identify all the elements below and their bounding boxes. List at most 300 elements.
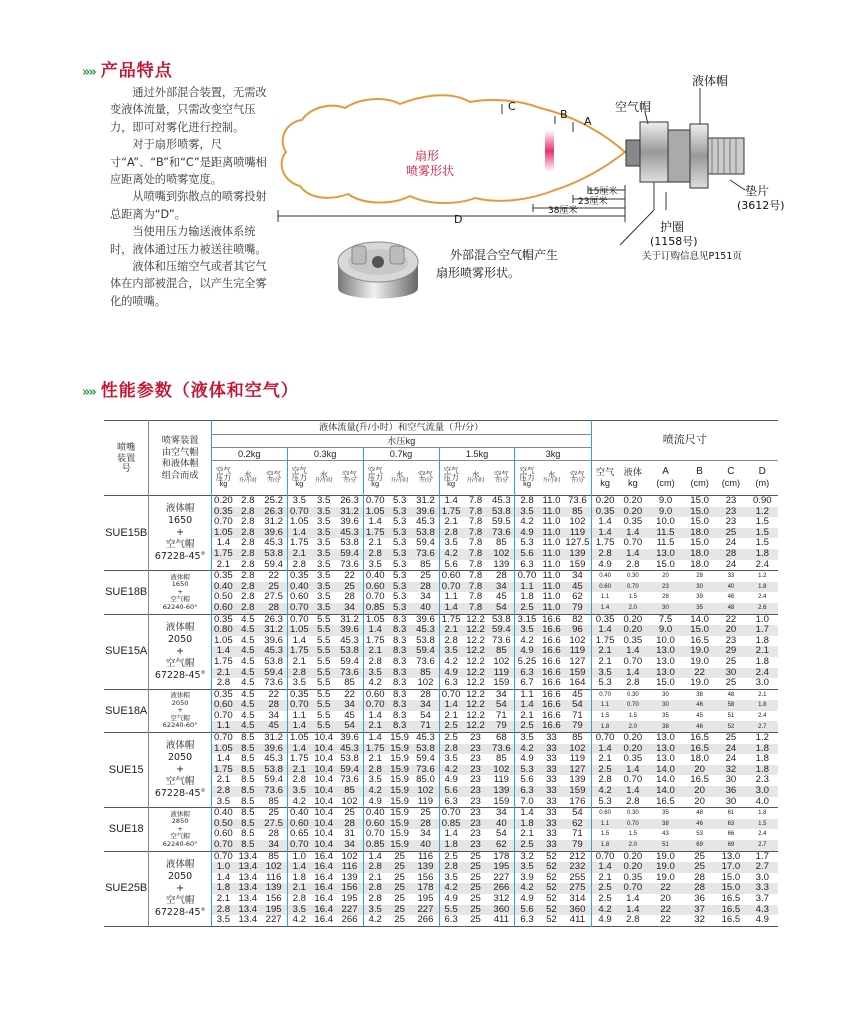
table-cell: 1.0	[755, 613, 769, 625]
distance-38cm: 38厘米	[548, 206, 578, 216]
table-cell: 1.8	[515, 819, 539, 830]
table-cell: 2.8	[211, 786, 235, 797]
table-cell: 13.0	[656, 732, 675, 744]
table-cell: 5.3	[387, 549, 413, 560]
table-cell: 1.4	[439, 700, 463, 711]
sub-header: 水 升/小时	[463, 461, 489, 496]
table-cell: 2.8	[626, 914, 640, 926]
table-cell: 5.6	[439, 560, 463, 571]
table-cell: 2.4	[758, 831, 767, 838]
table-cell: 0.70	[211, 851, 235, 862]
table-cell: 1.2	[747, 507, 778, 518]
table-cell: 4.9	[515, 646, 539, 657]
table-cell: 8.3	[392, 634, 407, 646]
table-cell: 16.6	[542, 688, 561, 700]
table-cell: 116	[417, 850, 434, 862]
table-cell: 38	[647, 721, 684, 732]
table-cell: 39.6	[337, 625, 364, 636]
label-d: D	[454, 213, 463, 226]
table-cell: 0.70	[623, 655, 643, 667]
table-cell: 3.5	[287, 786, 311, 797]
table-cell: 16.5	[715, 905, 746, 916]
table-cell: 34	[337, 840, 364, 851]
table-cell: 25	[387, 905, 413, 916]
table-cell: 0.35	[287, 689, 311, 700]
table-cell: 164	[564, 678, 591, 689]
table-row	[104, 689, 778, 700]
sub-header: 空气 压力 kg	[439, 461, 463, 496]
table-cell: 13.0	[647, 668, 684, 679]
table-cell: 119	[488, 668, 515, 679]
table-cell: 1.75	[211, 657, 235, 668]
table-cell: 2.1	[211, 560, 235, 571]
table-cell: 4.5	[241, 688, 255, 700]
table-cell: 28	[412, 582, 439, 593]
table-cell: 0.30	[626, 691, 639, 698]
table-cell: 139	[488, 786, 515, 797]
table-cell: 25	[470, 850, 481, 862]
table-cell: 1.4	[591, 603, 619, 614]
table-cell: 2.8	[211, 678, 235, 689]
table-cell: 33	[539, 744, 565, 755]
table-cell: 22	[684, 668, 715, 679]
table-cell: 12.2	[466, 613, 485, 625]
table-cell: 5.6	[439, 786, 463, 797]
table-cell: 6.3	[515, 668, 539, 679]
table-cell: 85	[268, 850, 279, 862]
table-cell: 3.0	[755, 677, 769, 689]
table-cell: 32	[694, 914, 705, 926]
table-cell: 2.1	[363, 721, 387, 732]
table-cell: 1.75	[287, 538, 311, 549]
table-cell: 53.8	[261, 549, 288, 560]
table-cell: 156	[337, 883, 364, 894]
table-cell: 7.8	[463, 507, 489, 518]
table-cell: 4.0	[755, 795, 769, 807]
table-cell: 2.5	[515, 721, 539, 732]
table-cell: 5.5	[311, 625, 337, 636]
table-cell: 53.8	[261, 765, 288, 776]
table-cell: 6.3	[439, 678, 463, 689]
table-cell: 15.9	[390, 795, 409, 807]
sub-header: 空气 升/分	[564, 461, 591, 496]
table-cell: 0.85	[363, 603, 387, 614]
intro-paragraph: 对于扇形喷雾，尺寸“A”、“B”和“C”是距离喷嘴相应距离处的喷雾宽度。	[110, 138, 267, 187]
table-cell: 8.5	[241, 807, 255, 819]
table-cell: 20	[715, 625, 746, 636]
table-cell: 4.9	[439, 894, 463, 905]
label-c: C	[508, 100, 516, 113]
table-cell: 16.4	[311, 905, 337, 916]
table-cell: 5.5	[311, 668, 337, 679]
table-cell: 73.6	[488, 528, 515, 539]
sub-header-dim: B (cm)	[684, 461, 715, 496]
table-cell: 2.1	[439, 625, 463, 636]
table-cell: 0.70	[439, 582, 463, 593]
table-cell: 5.3	[387, 582, 413, 593]
table-cell: 59.4	[264, 774, 283, 786]
table-cell: 30	[715, 668, 746, 679]
table-cell: 4.5	[235, 700, 261, 711]
table-cell: 1.4	[619, 905, 647, 916]
table-cell: 15.9	[387, 765, 413, 776]
table-cell: 5.25	[515, 657, 539, 668]
table-cell: 0.70	[287, 700, 311, 711]
table-cell: 1.8	[755, 634, 769, 646]
table-cell: 45	[344, 709, 355, 721]
table-cell: 116	[337, 862, 364, 873]
table-cell: 11.5	[656, 537, 675, 549]
table-cell: 73.6	[488, 744, 515, 755]
table-cell: 34	[420, 591, 431, 603]
table-cell: 13.4	[238, 892, 258, 904]
table-cell: 314	[564, 894, 591, 905]
table-cell: 2.5	[515, 840, 539, 851]
table-cell: 59.4	[488, 625, 515, 636]
table-cell: 10.4	[314, 732, 334, 744]
table-cell: 102	[493, 655, 510, 667]
table-cell: 71	[564, 829, 591, 840]
table-cell: 159	[493, 677, 510, 689]
table-cell: 23	[470, 732, 481, 744]
table-cell: 102	[261, 862, 288, 873]
table-cell: 1.8	[211, 883, 235, 894]
table-cell: 5.5	[317, 688, 331, 700]
nozzle-model: SUE25B	[104, 851, 149, 926]
table-cell: 8.5	[235, 840, 261, 851]
table-cell: 10.4	[311, 786, 337, 797]
sub-header: 空气 压力 kg	[211, 461, 235, 496]
table-cell: 0.70	[623, 537, 643, 549]
table-cell: 16.6	[542, 634, 561, 646]
table-cell: 3.5	[287, 678, 311, 689]
intro-text	[110, 84, 268, 310]
table-cell: 12.2	[463, 700, 489, 711]
table-cell: 16.5	[721, 892, 741, 904]
table-cell: 5.5	[317, 709, 331, 721]
table-cell: 0.35	[211, 614, 235, 625]
table-cell: 16.4	[311, 862, 337, 873]
table-cell: 15.9	[387, 744, 413, 755]
table-cell: 4.9	[439, 668, 463, 679]
table-cell: 2.8	[211, 905, 235, 916]
table-cell: 11.0	[542, 516, 561, 528]
table-cell: 0.30	[626, 810, 639, 817]
table-cell: 119	[564, 754, 591, 765]
table-cell: 0.70	[211, 733, 235, 744]
table-cell: 52	[539, 905, 565, 916]
table-cell: 59.4	[340, 655, 359, 667]
setup-combo: 液体帽 2050 + 空气帽 67228-45°	[154, 858, 206, 918]
table-cell: 178	[493, 850, 510, 862]
table-cell: 25	[684, 862, 715, 873]
table-cell: 139	[412, 862, 439, 873]
table-cell: 15.9	[387, 840, 413, 851]
table-cell: 2.7	[747, 862, 778, 873]
table-cell: 5.5	[317, 655, 331, 667]
table-cell: 0.60	[287, 819, 311, 830]
table-cell: 16.6	[542, 709, 561, 721]
table-cell: 312	[493, 892, 510, 904]
table-cell: 73.6	[261, 786, 288, 797]
table-cell: 25	[261, 582, 288, 593]
table-cell: 3.5	[311, 528, 337, 539]
table-cell: 0.35	[287, 571, 311, 582]
table-cell: 1.4	[363, 733, 387, 744]
table-cell: 35	[662, 712, 669, 719]
distance-23cm: 23厘米	[578, 197, 608, 207]
table-cell: 25	[694, 850, 705, 862]
table-cell: 13.0	[647, 646, 684, 657]
table-cell: 1.4	[287, 862, 311, 873]
table-cell: 5.5	[439, 905, 463, 916]
table-cell: 1.4	[591, 625, 619, 636]
table-cell: 13.4	[238, 871, 258, 883]
table-cell: 12.2	[463, 668, 489, 679]
table-cell: 0.30	[626, 573, 639, 580]
table-cell: 119	[493, 774, 510, 786]
table-cell: 39.6	[340, 732, 359, 744]
table-cell: 28	[696, 573, 703, 580]
table-cell: 3.0	[755, 871, 769, 883]
table-cell: 2.1	[363, 538, 387, 549]
table-cell: 0.40	[287, 582, 311, 593]
table-cell: 5.6	[515, 549, 539, 560]
table-cell: 2.4	[758, 712, 767, 719]
table-cell: 10.4	[314, 774, 334, 786]
table-cell: 3.5	[317, 558, 331, 570]
table-cell: 1.05	[211, 636, 235, 647]
table-cell: 25	[268, 807, 279, 819]
table-cell: 73.6	[337, 668, 364, 679]
table-cell: 1.4	[626, 892, 640, 904]
table-cell: 85.0	[416, 774, 435, 786]
table-cell: 7.8	[468, 537, 483, 549]
label-b: B	[560, 108, 568, 121]
table-cell: 3.5	[439, 538, 463, 549]
table-cell: 1.4	[598, 516, 612, 528]
table-cell: 9.0	[647, 507, 684, 518]
table-cell: 116	[266, 871, 282, 883]
table-cell: 39.6	[412, 507, 439, 518]
table-cell: 1.1	[287, 711, 311, 722]
table-cell: 0.70	[287, 507, 311, 518]
label-a: A	[584, 115, 592, 128]
table-cell: 23	[715, 507, 746, 518]
table-cell: 54	[496, 828, 507, 840]
table-cell: 3.5	[515, 507, 539, 518]
sub-header: 空气 升/分	[261, 461, 288, 496]
caption-line-2: 扇形喷雾形状。	[436, 266, 521, 280]
table-cell: 0.60	[591, 582, 619, 593]
pressure-header: 1.5kg	[439, 448, 515, 461]
table-cell: 0.35	[623, 516, 643, 528]
table-cell: 10.0	[656, 516, 675, 528]
table-cell: 0.85	[439, 819, 463, 830]
table-cell: 16.5	[690, 774, 709, 786]
table-cell: 8.5	[235, 819, 261, 830]
table-cell: 48	[715, 603, 746, 614]
table-cell: 0.70	[363, 700, 387, 711]
table-cell: 38	[647, 819, 684, 830]
table-cell: 2.5	[591, 765, 619, 776]
table-cell: 59.4	[416, 753, 435, 765]
table-cell: 53	[696, 831, 703, 838]
table-cell: 39.6	[340, 516, 359, 528]
table-cell: 0.35	[623, 753, 643, 765]
table-cell: 0.60	[363, 819, 387, 830]
table-cell: 4.2	[439, 549, 463, 560]
table-cell: 19.0	[684, 646, 715, 657]
table-cell: 39	[696, 594, 703, 601]
table-cell: 1.4	[287, 744, 311, 755]
table-cell: 28	[662, 594, 669, 601]
table-cell: 39.6	[261, 528, 288, 539]
sub-header-dim: C (cm)	[715, 461, 746, 496]
table-cell: 227	[412, 905, 439, 916]
table-cell: 0.35	[211, 571, 235, 582]
table-cell: 1.4	[515, 700, 539, 711]
table-cell: 2.5	[439, 721, 463, 732]
table-cell: 4.2	[439, 657, 463, 668]
table-cell: 25	[463, 883, 489, 894]
table-cell: 3.5	[211, 797, 235, 808]
table-cell: 5.3	[598, 795, 612, 807]
table-cell: 33	[539, 786, 565, 797]
table-cell: 159	[564, 668, 591, 679]
table-cell: 11.0	[542, 558, 561, 570]
table-cell: 51	[727, 712, 735, 719]
table-cell: 19.0	[647, 862, 684, 873]
header-flow: 液体流量(升/小时）和空气流量（升/分）	[211, 421, 591, 435]
table-cell: 1.4	[591, 528, 619, 539]
table-cell: 1.8	[747, 582, 778, 593]
performance-table	[104, 420, 778, 927]
table-cell: 1.4	[619, 528, 647, 539]
table-cell: 11.0	[542, 591, 561, 603]
table-cell: 16.5	[721, 914, 741, 926]
table-cell: 8.5	[241, 828, 255, 840]
table-cell: 12.2	[466, 634, 485, 646]
table-cell: 4.9	[515, 754, 539, 765]
table-cell: 4.2	[515, 636, 539, 647]
table-cell: 14.0	[647, 765, 684, 776]
table-cell: 15.9	[387, 786, 413, 797]
table-cell: 40	[715, 582, 746, 593]
table-cell: 0.70	[211, 840, 235, 851]
table-cell: 119	[564, 528, 591, 539]
table-cell: 28	[337, 819, 364, 830]
table-cell: 1.8	[755, 753, 769, 765]
table-cell: 4.9	[598, 558, 612, 570]
table-cell: 13.4	[238, 914, 258, 926]
table-cell: 0.35	[623, 634, 643, 646]
table-cell: 178	[412, 883, 439, 894]
table-cell: 1.75	[363, 744, 387, 755]
table-cell: 4.2	[363, 786, 387, 797]
table-cell: 5.3	[598, 677, 612, 689]
table-cell: 3.5	[591, 668, 619, 679]
table-cell: 4.2	[515, 883, 539, 894]
table-cell: 25	[387, 862, 413, 873]
spray-shape-label-1: 扇形	[415, 149, 440, 163]
sub-header: 水 升/小时	[235, 461, 261, 496]
table-cell: 8.5	[241, 774, 255, 786]
table-cell: 1.4	[287, 636, 311, 647]
table-cell: 1.1	[211, 721, 235, 732]
table-cell: 3.5	[317, 495, 331, 506]
table-cell: 28	[715, 549, 746, 560]
nozzle-model: SUE15	[104, 733, 149, 808]
table-cell: 1.8	[287, 873, 311, 884]
table-cell: 32	[715, 765, 746, 776]
table-cell: 0.60	[211, 829, 235, 840]
table-cell: 5.3	[392, 495, 407, 506]
table-cell: 2.8	[287, 775, 311, 786]
table-cell: 1.4	[515, 808, 539, 819]
table-cell: 0.20	[623, 495, 643, 506]
table-cell: 2.8	[515, 496, 539, 507]
gasket-label: 垫片	[745, 184, 770, 198]
table-cell: 53.8	[337, 646, 364, 657]
table-cell: 30	[647, 603, 684, 614]
section-title-performance: »» 性能参数（液体和空气）	[82, 381, 299, 401]
table-cell: 0.40	[211, 808, 235, 819]
table-cell: 25	[420, 807, 431, 819]
table-cell: 16.4	[314, 892, 334, 904]
setup-combo: 液体帽 1650 + 空气帽 67228-45°	[154, 503, 206, 563]
table-cell: 10.4	[314, 795, 334, 807]
table-cell: 4.2	[591, 905, 619, 916]
table-cell: 13.0	[656, 655, 675, 667]
table-cell: 3.5	[515, 625, 539, 636]
table-cell: 1.05	[211, 744, 235, 755]
table-cell: 7.8	[468, 495, 483, 506]
table-cell: 68	[496, 732, 507, 744]
table-cell: 2.8	[235, 603, 261, 614]
table-cell: 20	[684, 786, 715, 797]
table-cell: 1.8	[591, 721, 619, 732]
table-cell: 0.60	[287, 592, 311, 603]
table-cell: 5.6	[515, 905, 539, 916]
table-cell: 10.4	[314, 828, 334, 840]
table-cell: 3.5	[439, 646, 463, 657]
table-cell: 8.5	[241, 753, 255, 765]
table-cell: 1.5	[628, 594, 637, 601]
table-cell: 3.5	[287, 905, 311, 916]
header-setup: 喷雾装置 由空气帽 和液体帽 组合而成	[161, 435, 199, 480]
table-cell: 24	[715, 744, 746, 755]
table-cell: 85	[496, 753, 507, 765]
table-cell: 46	[684, 819, 715, 830]
table-cell: 12.2	[466, 688, 485, 700]
table-cell: 1.8	[515, 592, 539, 603]
table-cell: 1.75	[287, 754, 311, 765]
table-cell: 0.60	[211, 603, 235, 614]
table-cell: 1.4	[591, 862, 619, 873]
table-cell: 24	[725, 753, 737, 765]
table-cell: 2.8	[598, 774, 612, 786]
table-cell: 53.8	[412, 744, 439, 755]
table-cell: 3.5	[311, 603, 337, 614]
table-cell: 54	[420, 709, 431, 721]
table-cell: 4.5	[235, 668, 261, 679]
table-cell: 102	[341, 850, 358, 862]
table-cell: 23	[470, 753, 481, 765]
table-cell: 27.5	[264, 591, 283, 603]
table-cell: 2.4	[755, 558, 769, 570]
table-cell: 1.75	[211, 549, 235, 560]
